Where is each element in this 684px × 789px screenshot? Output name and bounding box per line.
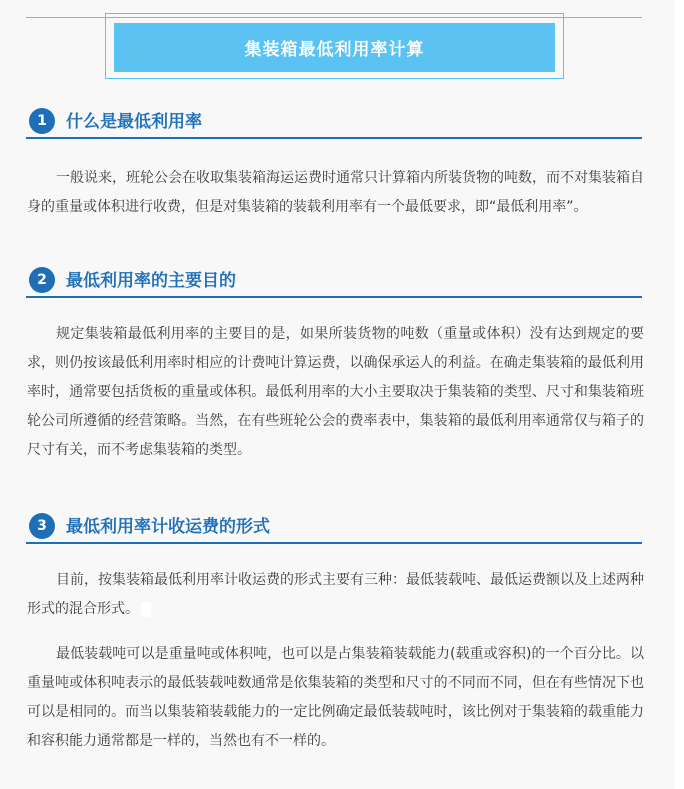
section-title: 最低利用率的主要目的	[66, 271, 236, 291]
paragraph-text: 目前，按集装箱最低利用率计收运费的形式主要有三种：最低装载吨、最低运费额以及上述两种形式的混合形式。	[27, 572, 644, 617]
section-number-badge: 2	[29, 267, 55, 293]
section-header-2	[26, 270, 642, 298]
page-edge	[674, 0, 684, 789]
section-header-1	[26, 111, 642, 139]
paragraph-intro	[27, 566, 644, 624]
section-number-badge: 3	[29, 513, 55, 539]
section-header-3	[26, 516, 642, 544]
section-title: 什么是最低利用率	[66, 112, 202, 132]
page-title: 集装箱最低利用率计算	[114, 23, 555, 72]
paragraph: 一般说来，班轮公会在收取集装箱海运运费时通常只计算箱内所装货物的吨数，而不对集装箱自身的重量或体积进行收费，但是对集装箱的装载利用率有一个最低要求，即“最低利用率”。	[27, 170, 644, 215]
paragraph: 规定集装箱最低利用率的主要目的是，如果所装货物的吨数（重量或体积）没有达到规定的要求，则仍按该最低利用率时相应的计费吨计算运费，以确保承运人的利益。在确走集装箱的最低利用率时，通常要包括货板的重量或体积。最低利用率的大小主要取决于集装箱的类型、尺寸和集装箱班轮公司所遵循的经营策略。当然，在有些班轮公会的费率表中，集装箱的最低利用率通常仅与箱子的尺寸有关，而不考虑集装箱的类型。	[27, 326, 644, 458]
text-cursor-highlight	[141, 602, 151, 617]
section-number-badge: 1	[29, 108, 55, 134]
paragraph: 最低装载吨可以是重量吨或体积吨，也可以是占集装箱装载能力(载重或容积)的一个百分比。以重量吨或体积吨表示的最低装载吨数通常是依集装箱的类型和尺寸的不同而不同，但在有些情况下也可以是相同的。而当以集装箱装载能力的一定比例确定最低装载吨时，该比例对于集装箱的载重能力和容积能力通常都是一样的，当然也有不一样的。	[27, 646, 644, 749]
section-title: 最低利用率计收运费的形式	[66, 517, 270, 537]
